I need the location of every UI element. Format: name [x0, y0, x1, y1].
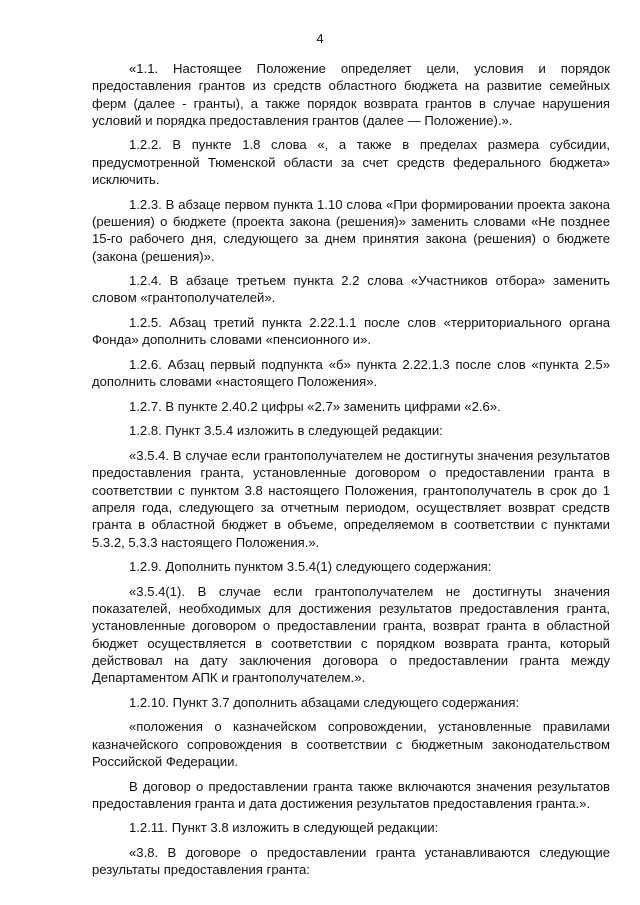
- paragraph-3-8: «3.8. В договоре о предоставлении гранта устанавливаются следующие результаты предоставления гранта:: [92, 845, 610, 878]
- document-body: [92, 60, 610, 886]
- paragraph-1-2-7: 1.2.7. В пункте 2.40.2 цифры «2.7» заменить цифрами «2.6».: [129, 398, 501, 414]
- paragraph-1-2-2: 1.2.2. В пункте 1.8 слова «, а также в пределах размера субсидии, предусмотренной Тюменской области за счет средств федерального бюджета» исключить.: [92, 137, 610, 188]
- page-number: 4: [316, 31, 324, 46]
- paragraph-3-5-4: «3.5.4. В случае если грантополучателем не достигнуты значения результатов предоставления гранта, установленные договором о предоставлении гранта в соответствии с пунктом 3.8 настоящего Положения, грантополучатель в срок до 1 апреля года, следующего за отчетным периодом, осуществляет возврат средств гранта в областной бюджет в объеме, определяемом в соответствии с пунктами 5.3.2, 5.3.3 настоящего Положения.».: [92, 448, 610, 550]
- paragraph-grant-results: В договор о предоставлении гранта также включаются значения результатов предоставления гранта и дата достижения результатов предоставления гранта.».: [92, 778, 610, 811]
- paragraph-1-2-8: 1.2.8. Пункт 3.5.4 изложить в следующей редакции:: [129, 423, 443, 439]
- paragraph-1-2-6: 1.2.6. Абзац первый подпункта «б» пункта 2.22.1.3 после слов «пункта 2.5» дополнить словами «настоящего Положения».: [92, 356, 610, 390]
- paragraph-1-2-10: 1.2.10. Пункт 3.7 дополнить абзацами следующего содержания:: [129, 694, 520, 710]
- paragraph-3-5-4-1: «3.5.4(1). В случае если грантополучателем не достигнуты значения показателей, необходимых для достижения результатов предоставления гранта, установленные договором о предоставлении гранта, возврат гранта в областной бюджет осуществляется в соответствии с порядком возврата гранта, который действовал на дату заключения договора о предоставлении гранта между Департаментом АПК и грантополучателем.».: [92, 583, 610, 686]
- paragraph-1-2-9: 1.2.9. Дополнить пунктом 3.5.4(1) следующего содержания:: [129, 559, 492, 575]
- paragraph-1-2-3: 1.2.3. В абзаце первом пункта 1.10 слова «При формировании проекта закона (решения) о бюджете (проекта закона (решения)» заменить словами «Не позднее 15-го рабочего дня, следующего за днем принятия закона (решения) о бюджете (закона (решения)».: [92, 196, 610, 264]
- paragraph-1-2-11: 1.2.11. Пункт 3.8 изложить в следующей редакции:: [129, 820, 439, 836]
- paragraph-1-2-5: 1.2.5. Абзац третий пункта 2.22.1.1 после слов «территориального органа Фонда» дополнить словами «пенсионного и».: [92, 315, 610, 348]
- paragraph-1-1: «1.1. Настоящее Положение определяет цели, условия и порядок предоставления грантов из средств областного бюджета на развитие семейных ферм (далее - гранты), а также порядок возврата грантов в случае нарушения условий и порядка предоставления грантов (далее — Положение).».: [92, 61, 610, 128]
- paragraph-treasury-support: «положения о казначейском сопровождении, установленные правилами казначейского сопровождения в соответствии с бюджетным законодательством Российской Федерации.: [92, 719, 610, 769]
- paragraph-1-2-4: 1.2.4. В абзаце третьем пункта 2.2 слова «Участников отбора» заменить словом «грантополучателей».: [92, 273, 610, 306]
